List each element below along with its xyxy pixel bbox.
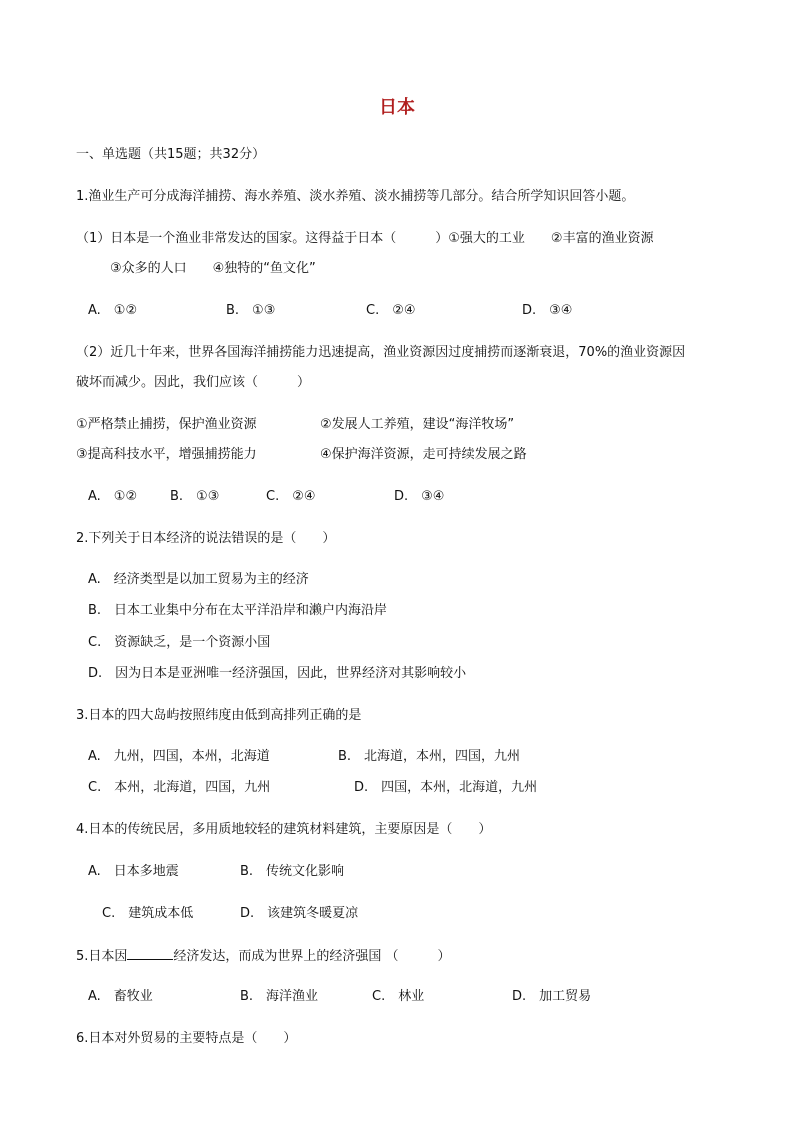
q3-option-a: A. 九州，四国，本州，北海道 xyxy=(88,749,270,764)
q4-option-a: A. 日本多地震 xyxy=(88,864,179,879)
q1-sub1-option-a: A. ①② xyxy=(88,303,138,318)
q1-sub1-line2: ③众多的人口 ④独特的“鱼文化” xyxy=(110,261,316,276)
q3-option-d: D. 四国，本州，北海道，九州 xyxy=(354,780,538,795)
q1-sub2-statement-2: ②发展人工养殖，建设“海洋牧场” xyxy=(320,417,515,432)
q1-sub2-statement-4: ④保护海洋资源，走可持续发展之路 xyxy=(320,447,527,462)
q1-sub1-option-c: C. ②④ xyxy=(366,303,416,318)
q5-stem-end: 经济发达，而成为世界上的经济强国 （ ） xyxy=(173,949,451,964)
section-heading: 一、单选题（共15题；共32分） xyxy=(76,147,266,162)
q5-answer-blank xyxy=(127,946,173,960)
q3-option-c: C. 本州，北海道，四国，九州 xyxy=(88,780,271,795)
q1-sub1-option-b: B. ①③ xyxy=(226,303,276,318)
q4-option-b: B. 传统文化影响 xyxy=(240,864,345,879)
q4-option-d: D. 该建筑冬暖夏凉 xyxy=(240,906,359,921)
q1-sub1-option-d: D. ③④ xyxy=(522,303,573,318)
q5-option-a: A. 畜牧业 xyxy=(88,989,153,1004)
q5-stem xyxy=(76,946,451,966)
q1-sub2-option-d: D. ③④ xyxy=(394,489,445,504)
q1-sub2-option-c: C. ②④ xyxy=(266,489,316,504)
page-title: 日本 xyxy=(379,97,415,118)
q1-sub1-line1: （1）日本是一个渔业非常发达的国家。这得益于日本（ ）①强大的工业 ②丰富的渔业资源 xyxy=(76,231,654,246)
q1-sub2-line1: （2）近几十年来，世界各国海洋捕捞能力迅速提高，渔业资源因过度捕捞而逐渐衰退，70%的渔业资源因 xyxy=(76,345,686,360)
q5-option-b: B. 海洋渔业 xyxy=(240,989,319,1004)
q1-sub2-statement-1: ①严格禁止捕捞，保护渔业资源 xyxy=(76,417,257,432)
q2-stem: 2.下列关于日本经济的说法错误的是（ ） xyxy=(76,531,336,546)
q2-option-a: A. 经济类型是以加工贸易为主的经济 xyxy=(88,572,309,587)
q5-option-d: D. 加工贸易 xyxy=(512,989,592,1004)
q4-stem: 4.日本的传统民居，多用质地较轻的建筑材料建筑，主要原因是（ ） xyxy=(76,822,492,837)
q2-option-b: B. 日本工业集中分布在太平洋沿岸和濑户内海沿岸 xyxy=(88,603,388,618)
q2-option-c: C. 资源缺乏，是一个资源小国 xyxy=(88,635,271,650)
q1-sub2-statement-3: ③提高科技水平，增强捕捞能力 xyxy=(76,447,257,462)
q5-option-c: C. 林业 xyxy=(372,989,425,1004)
q1-sub2-line2: 破坏而减少。因此，我们应该（ ） xyxy=(76,375,311,390)
q6-stem: 6.日本对外贸易的主要特点是（ ） xyxy=(76,1031,297,1046)
q1-sub2-option-b: B. ①③ xyxy=(170,489,220,504)
q1-stem: 1.渔业生产可分成海洋捕捞、海水养殖、淡水养殖、淡水捕捞等几部分。结合所学知识回答小题。 xyxy=(76,189,635,204)
q1-sub2-option-a: A. ①② xyxy=(88,489,138,504)
q3-stem: 3.日本的四大岛屿按照纬度由低到高排列正确的是 xyxy=(76,708,362,723)
q3-option-b: B. 北海道，本州，四国，九州 xyxy=(338,749,521,764)
q5-stem-start: 5.日本因 xyxy=(76,949,128,964)
q2-option-d: D. 因为日本是亚洲唯一经济强国，因此，世界经济对其影响较小 xyxy=(88,666,467,681)
q4-option-c: C. 建筑成本低 xyxy=(102,906,194,921)
